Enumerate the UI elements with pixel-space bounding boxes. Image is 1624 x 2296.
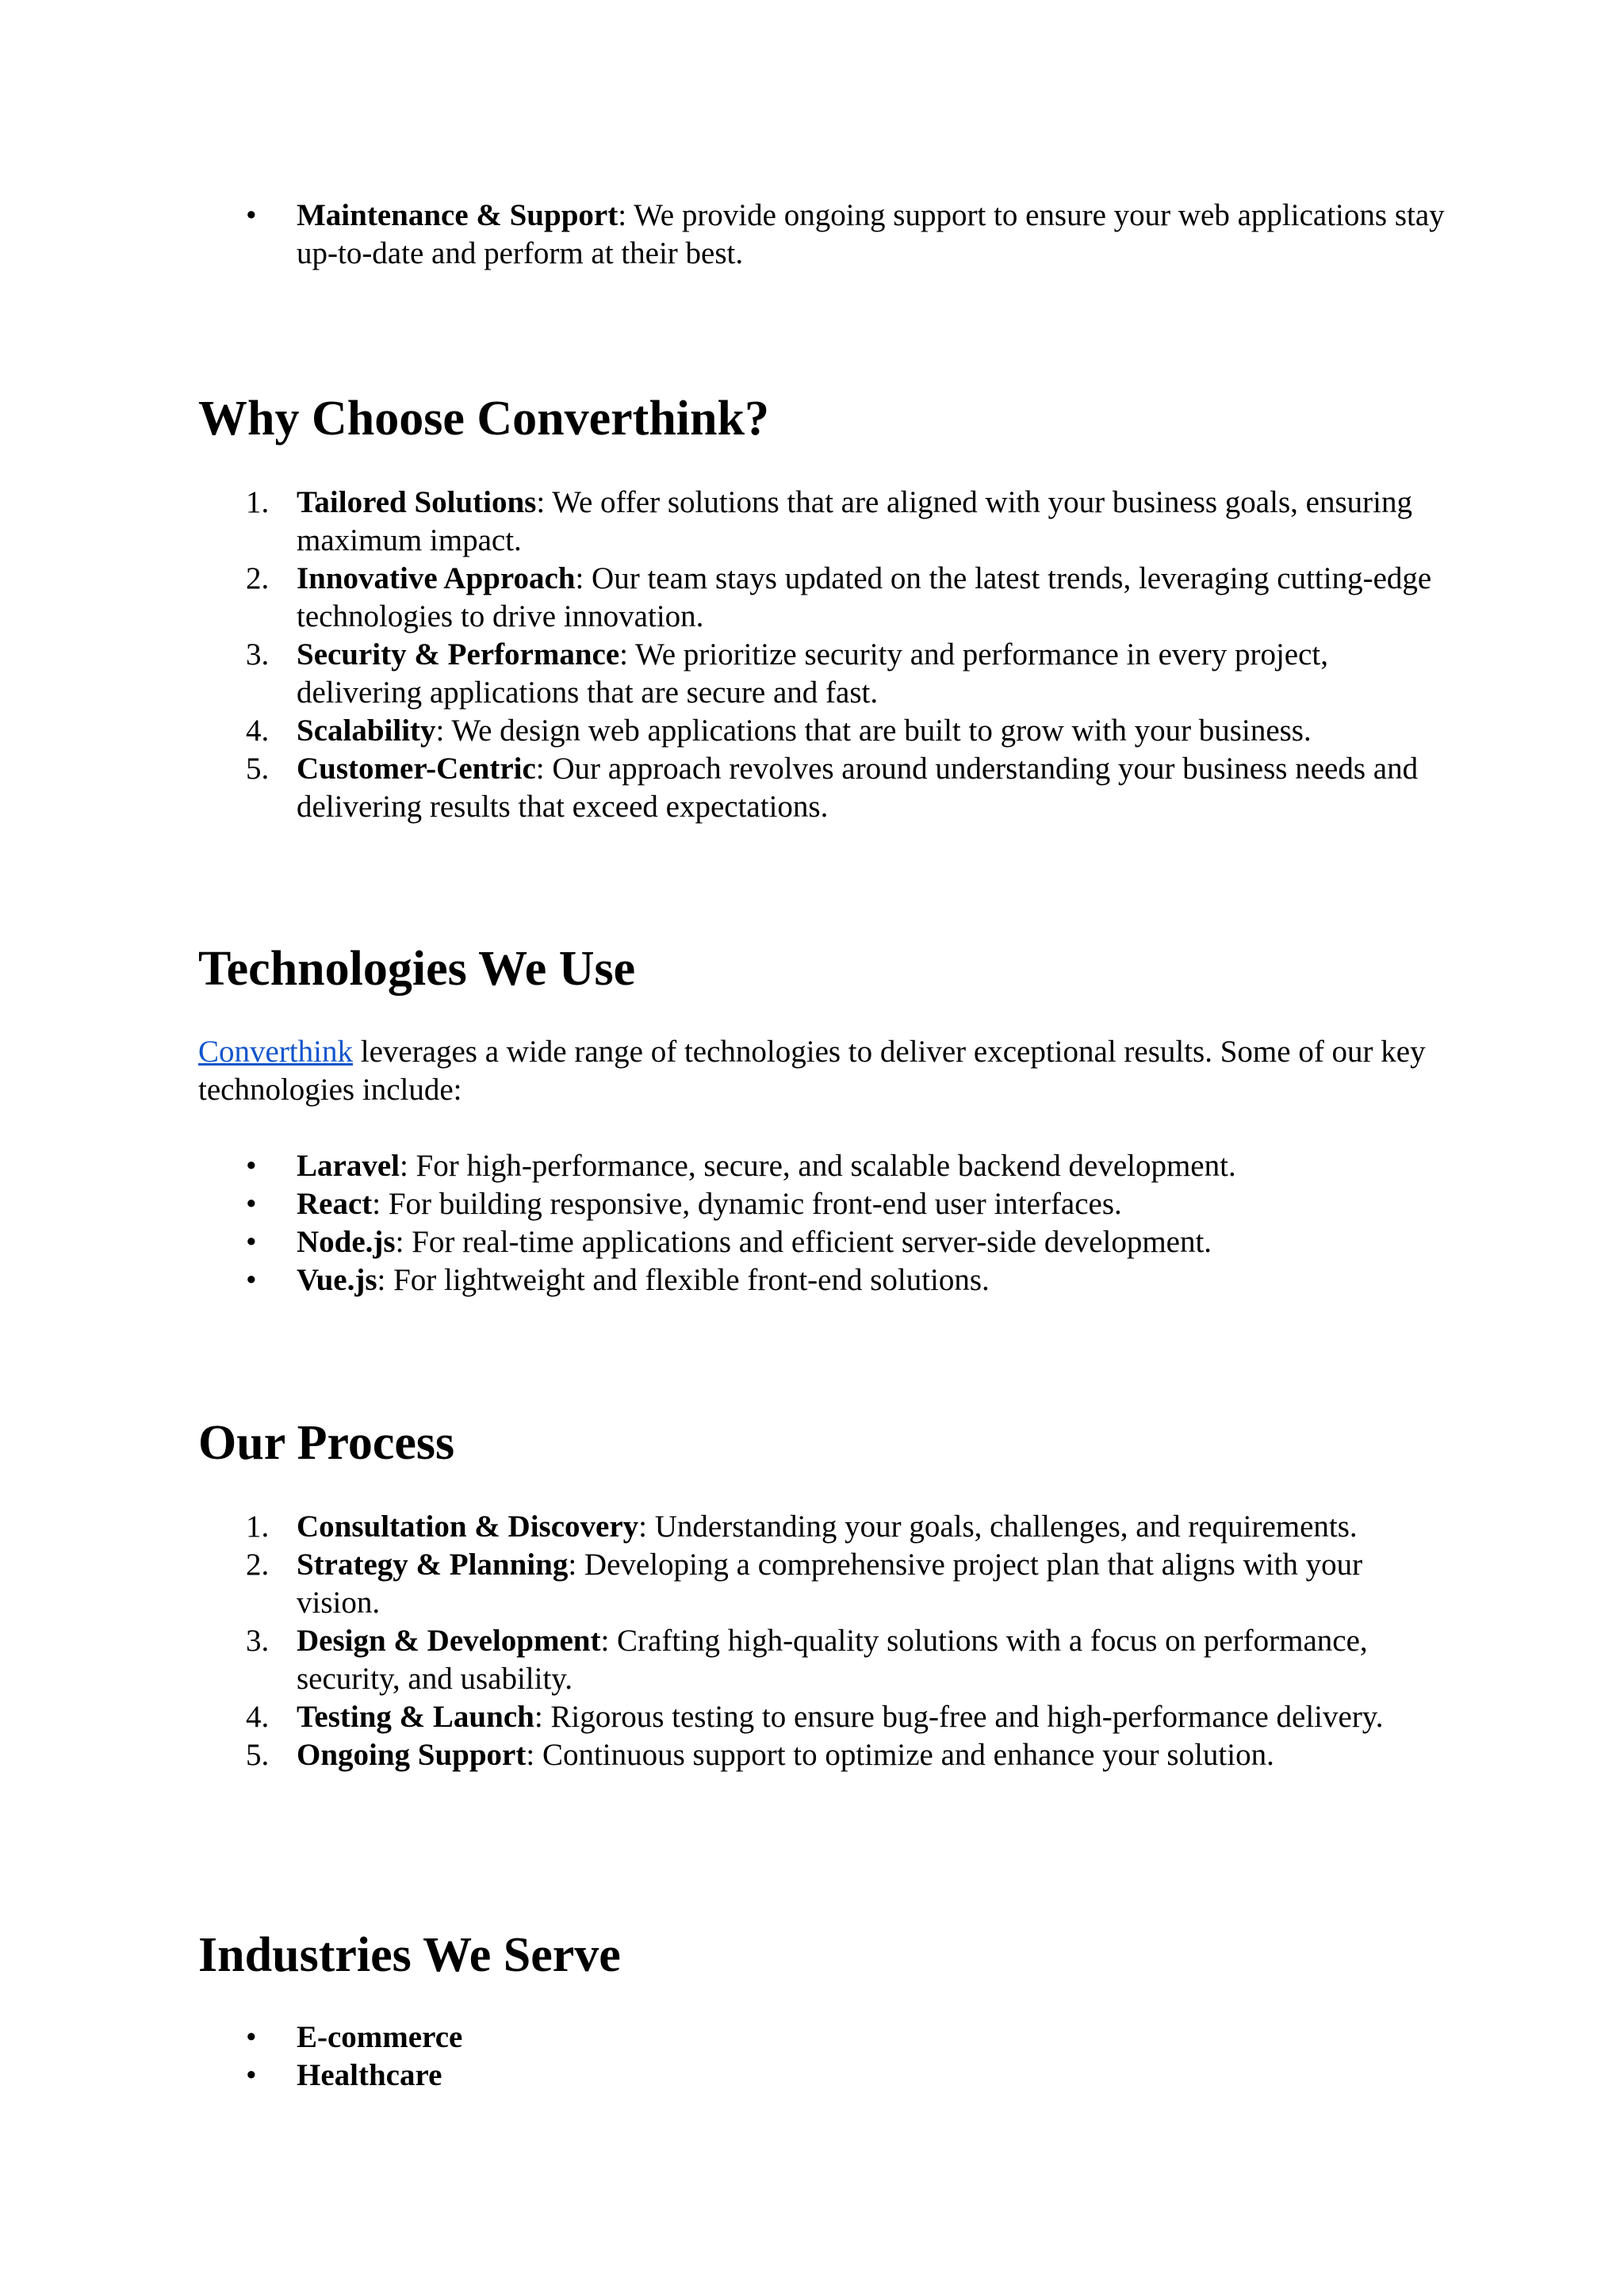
item-text: : Rigorous testing to ensure bug-free and high-performance delivery. [534, 1700, 1384, 1734]
list-item [198, 197, 1451, 273]
item-term: Testing & Launch [297, 1700, 534, 1734]
item-term: E-commerce [297, 2020, 463, 2054]
list-item [198, 1223, 1451, 1261]
item-term: Tailored Solutions [297, 485, 537, 519]
list-item [198, 712, 1451, 750]
item-text: : For lightweight and flexible front-end solutions. [377, 1263, 990, 1297]
item-term: Maintenance & Support [297, 198, 619, 232]
item-text: : We design web applications that are built to grow with your business. [435, 714, 1312, 748]
bullet-icon: • [246, 1187, 257, 1221]
list-item [198, 1698, 1451, 1736]
list-item [198, 1508, 1451, 1546]
item-term: Laravel [297, 1149, 400, 1183]
item-term: Healthcare [297, 2058, 442, 2092]
item-number: 2. [246, 561, 270, 595]
item-text: : Our approach revolves around understanding your business needs and delivering results that exceed expectations. [297, 752, 1419, 824]
process-list [198, 1508, 1451, 1774]
section-heading-industries: Industries We Serve [198, 1928, 621, 1982]
item-term: React [297, 1187, 373, 1221]
list-item [198, 2019, 1451, 2057]
section-heading-technologies: Technologies We Use [198, 942, 636, 996]
item-term: Ongoing Support [297, 1738, 527, 1772]
item-text: : For building responsive, dynamic front-end user interfaces. [372, 1187, 1122, 1221]
section-heading-process: Our Process [198, 1416, 455, 1470]
item-number: 3. [246, 637, 270, 672]
section-heading-why: Why Choose Converthink? [198, 392, 769, 446]
why-list [198, 484, 1451, 826]
item-term: Node.js [297, 1225, 396, 1259]
list-item [198, 1261, 1451, 1299]
services-list [198, 197, 1451, 273]
item-text: : Understanding your goals, challenges, and requirements. [638, 1510, 1358, 1544]
item-number: 2. [246, 1548, 270, 1582]
item-number: 1. [246, 1510, 270, 1544]
list-item [198, 1147, 1451, 1185]
item-number: 4. [246, 1700, 270, 1734]
converthink-link[interactable]: Converthink [198, 1035, 353, 1069]
list-item [198, 636, 1451, 712]
item-term: Consultation & Discovery [297, 1510, 639, 1544]
item-text: : Continuous support to optimize and enhance your solution. [526, 1738, 1274, 1772]
list-item [198, 560, 1451, 636]
technologies-list [198, 1147, 1451, 1299]
bullet-icon: • [246, 1149, 257, 1183]
intro-text: leverages a wide range of technologies to deliver exceptional results. Some of our key technologies include: [198, 1035, 1426, 1107]
list-item [198, 484, 1451, 560]
list-item [198, 1546, 1451, 1622]
bullet-icon: • [246, 2020, 257, 2054]
item-text: : For high-performance, secure, and scalable backend development. [399, 1149, 1236, 1183]
item-text: : We offer solutions that are aligned with your business goals, ensuring maximum impact. [297, 485, 1412, 557]
item-number: 4. [246, 714, 270, 748]
list-item [198, 750, 1451, 826]
item-number: 3. [246, 1624, 270, 1658]
item-number: 5. [246, 752, 270, 786]
item-text: : We provide ongoing support to ensure your web applications stay up-to-date and perform at their best. [297, 198, 1445, 270]
technologies-intro [198, 1033, 1451, 1109]
list-item [198, 1736, 1451, 1774]
item-term: Vue.js [297, 1263, 377, 1297]
item-term: Scalability [297, 714, 436, 748]
industries-list [198, 2019, 1451, 2095]
item-text: : We prioritize security and performance in every project, delivering applications that are secure and fast. [297, 637, 1329, 710]
item-term: Design & Development [297, 1624, 601, 1658]
bullet-icon: • [246, 2058, 257, 2092]
item-term: Strategy & Planning [297, 1548, 569, 1582]
list-item [198, 1622, 1451, 1698]
item-text: : Our team stays updated on the latest trends, leveraging cutting-edge technologies to drive innovation. [297, 561, 1432, 633]
item-term: Innovative Approach [297, 561, 576, 595]
bullet-icon: • [246, 1225, 257, 1259]
list-item [198, 2057, 1451, 2095]
item-text: : Crafting high-quality solutions with a focus on performance, security, and usability. [297, 1624, 1368, 1696]
item-text: : For real-time applications and efficient server-side development. [395, 1225, 1212, 1259]
item-term: Security & Performance [297, 637, 620, 672]
list-item [198, 1185, 1451, 1223]
item-number: 5. [246, 1738, 270, 1772]
item-text: : Developing a comprehensive project plan that aligns with your vision. [297, 1548, 1363, 1620]
item-number: 1. [246, 485, 270, 519]
bullet-icon: • [246, 198, 257, 232]
item-term: Customer-Centric [297, 752, 536, 786]
bullet-icon: • [246, 1263, 257, 1297]
